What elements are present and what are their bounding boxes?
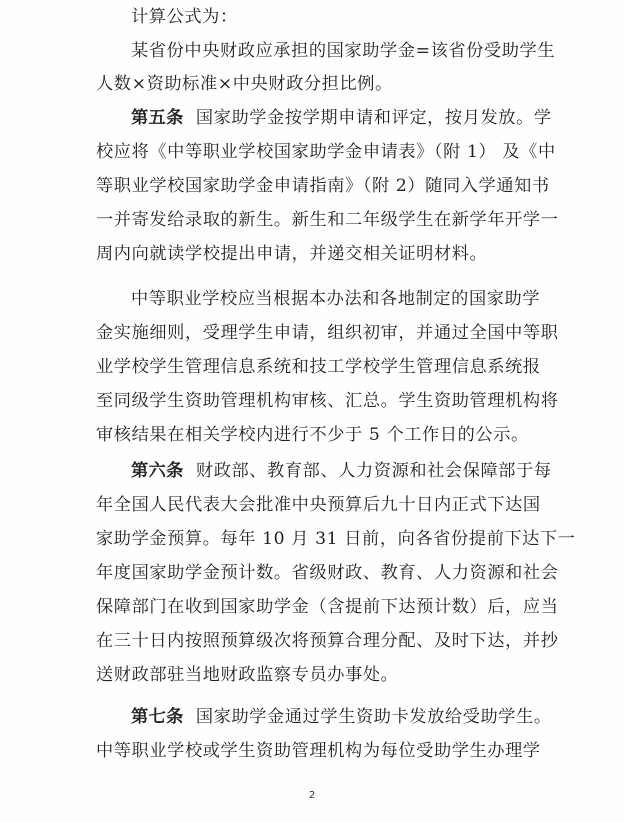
text-line: 一并寄发给录取的新生。新生和二年级学生在新学年开学一 bbox=[96, 210, 559, 230]
text-line: 金实施细则，受理学生申请，组织初审，并通过全国中等职 bbox=[96, 323, 559, 343]
text-line: 至同级学生资助管理机构审核、汇总。学生资助管理机构将 bbox=[96, 391, 559, 411]
article-6-line: 第六条 财政部、教育部、人力资源和社会保障部于每 bbox=[131, 461, 552, 481]
text-line: 审核结果在相关学校内进行不少于 5 个工作日的公示。 bbox=[96, 425, 529, 445]
article-heading: 第五条 bbox=[131, 108, 184, 128]
article-7-line: 第七条 国家助学金通过学生资助卡发放给受助学生。 bbox=[131, 707, 552, 727]
text-line: 家助学金预算。每年 10 月 31 日前，向各省份提前下达下一 bbox=[96, 529, 576, 549]
text-line: 年全国人民代表大会批准中央预算后九十日内正式下达国 bbox=[96, 495, 541, 515]
text-line: 等职业学校国家助学金申请指南》（附 2）随同入学通知书 bbox=[96, 176, 550, 196]
article-5-line: 第五条 国家助学金按学期申请和评定，按月发放。学 bbox=[131, 108, 552, 128]
text-line: 中等职业学校应当根据本办法和各地制定的国家助学 bbox=[131, 289, 541, 309]
text-line: 中等职业学校或学生资助管理机构为每位受助学生办理学 bbox=[96, 741, 541, 761]
text-line: 年度国家助学金预计数。省级财政、教育、人力资源和社会 bbox=[96, 563, 559, 583]
text-line: 在三十日内按照预算级次将预算合理分配、及时下达，并抄 bbox=[96, 631, 559, 651]
article-heading: 第六条 bbox=[131, 461, 184, 481]
text-line: 保障部门在收到国家助学金（含提前下达预计数）后，应当 bbox=[96, 597, 559, 617]
text-line: 某省份中央财政应承担的国家助学金=该省份受助学生 bbox=[131, 41, 556, 61]
article-heading: 第七条 bbox=[131, 707, 184, 727]
text-line: 校应将《中等职业学校国家助学金申请表》（附 1） 及《中 bbox=[96, 142, 556, 162]
text-line: 周内向就读学校提出申请，并递交相关证明材料。 bbox=[96, 244, 488, 264]
text-line: 人数×资助标准×中央财政分担比例。 bbox=[96, 74, 393, 94]
text-line: 业学校学生管理信息系统和技工学校学生管理信息系统报 bbox=[96, 357, 541, 377]
text-line: 送财政部驻当地财政监察专员办事处。 bbox=[96, 665, 399, 685]
text-line: 计算公式为： bbox=[131, 7, 238, 27]
page-number: 2 bbox=[308, 790, 316, 801]
